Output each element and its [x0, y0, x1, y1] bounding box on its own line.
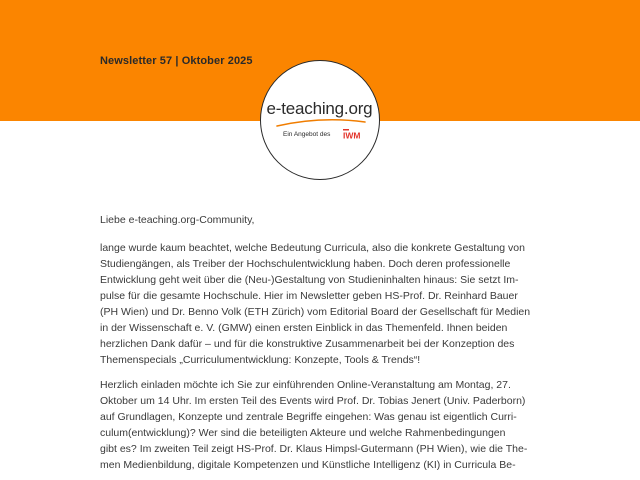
e-teaching-logo[interactable] [260, 60, 380, 180]
paragraph-line: in der Wissenschaft e. V. (GMW) einen ersten Einblick in das Themenfeld. Ihnen beiden [100, 322, 508, 334]
paragraph-line: Herzlich einladen möchte ich Sie zur einführenden Online-Veranstaltung am Montag, 27. [100, 379, 511, 391]
paragraph-line: Themenspecials „Curriculumentwicklung: Konzepte, Tools & Trends“! [100, 354, 421, 366]
iwm-logo-icon [342, 128, 364, 140]
paragraph-line: Entwicklung geht weit über die (Neu-)Gestaltung von Studieninhalten hinaus: Sie setzt Im- [100, 274, 519, 286]
event-paragraph [100, 377, 540, 473]
paragraph-line: auf Grundlagen, Konzepte und zentrale Begriffe eingehen: Was genau ist eigentlich Curri- [100, 411, 517, 423]
logo-swoosh-icon [275, 118, 367, 128]
newsletter-body [100, 212, 540, 480]
iwm-logo-text: IWM [343, 130, 361, 140]
intro-paragraph [100, 240, 540, 368]
issue-label: Newsletter 57 | Oktober 2025 [100, 55, 253, 67]
paragraph-line: herzlichen Dank dafür – und für die konstruktive Zusammenarbeit bei der Konzeption des [100, 338, 515, 350]
paragraph-line: culum(entwicklung)? Wer sind die beteiligten Akteure und welche Rahmenbedingungen [100, 427, 506, 439]
greeting: Liebe e-teaching.org-Community, [100, 214, 255, 226]
paragraph-line: pulse für die gesamte Hochschule. Hier im Newsletter geben HS-Prof. Dr. Reinhard Bauer [100, 290, 518, 302]
paragraph-line: (PH Wien) und Dr. Benno Volk (ETH Zürich) vom Editorial Board der Gesellschaft für Medien [100, 306, 531, 318]
logo-subline: Ein Angebot des [283, 131, 331, 138]
paragraph-line: Oktober um 14 Uhr. Im ersten Teil des Events wird Prof. Dr. Tobias Jenert (Univ. Paderborn) [100, 395, 526, 407]
paragraph-line: Studiengängen, als Treiber der Hochschulentwicklung haben. Doch deren professionelle [100, 258, 511, 270]
paragraph-line: gibt es? Im zweiten Teil zeigt HS-Prof. Dr. Klaus Himpsl-Gutermann (PH Wien), wie die The- [100, 443, 528, 455]
paragraph-line: men Medienbildung, digitale Kompetenzen und Künstliche Intelligenz (KI) in Curricula Be- [100, 459, 516, 471]
paragraph-line: lange wurde kaum beachtet, welche Bedeutung Curricula, also die konkrete Gestaltung von [100, 242, 525, 254]
logo-wordmark: e-teaching.org [266, 99, 373, 118]
